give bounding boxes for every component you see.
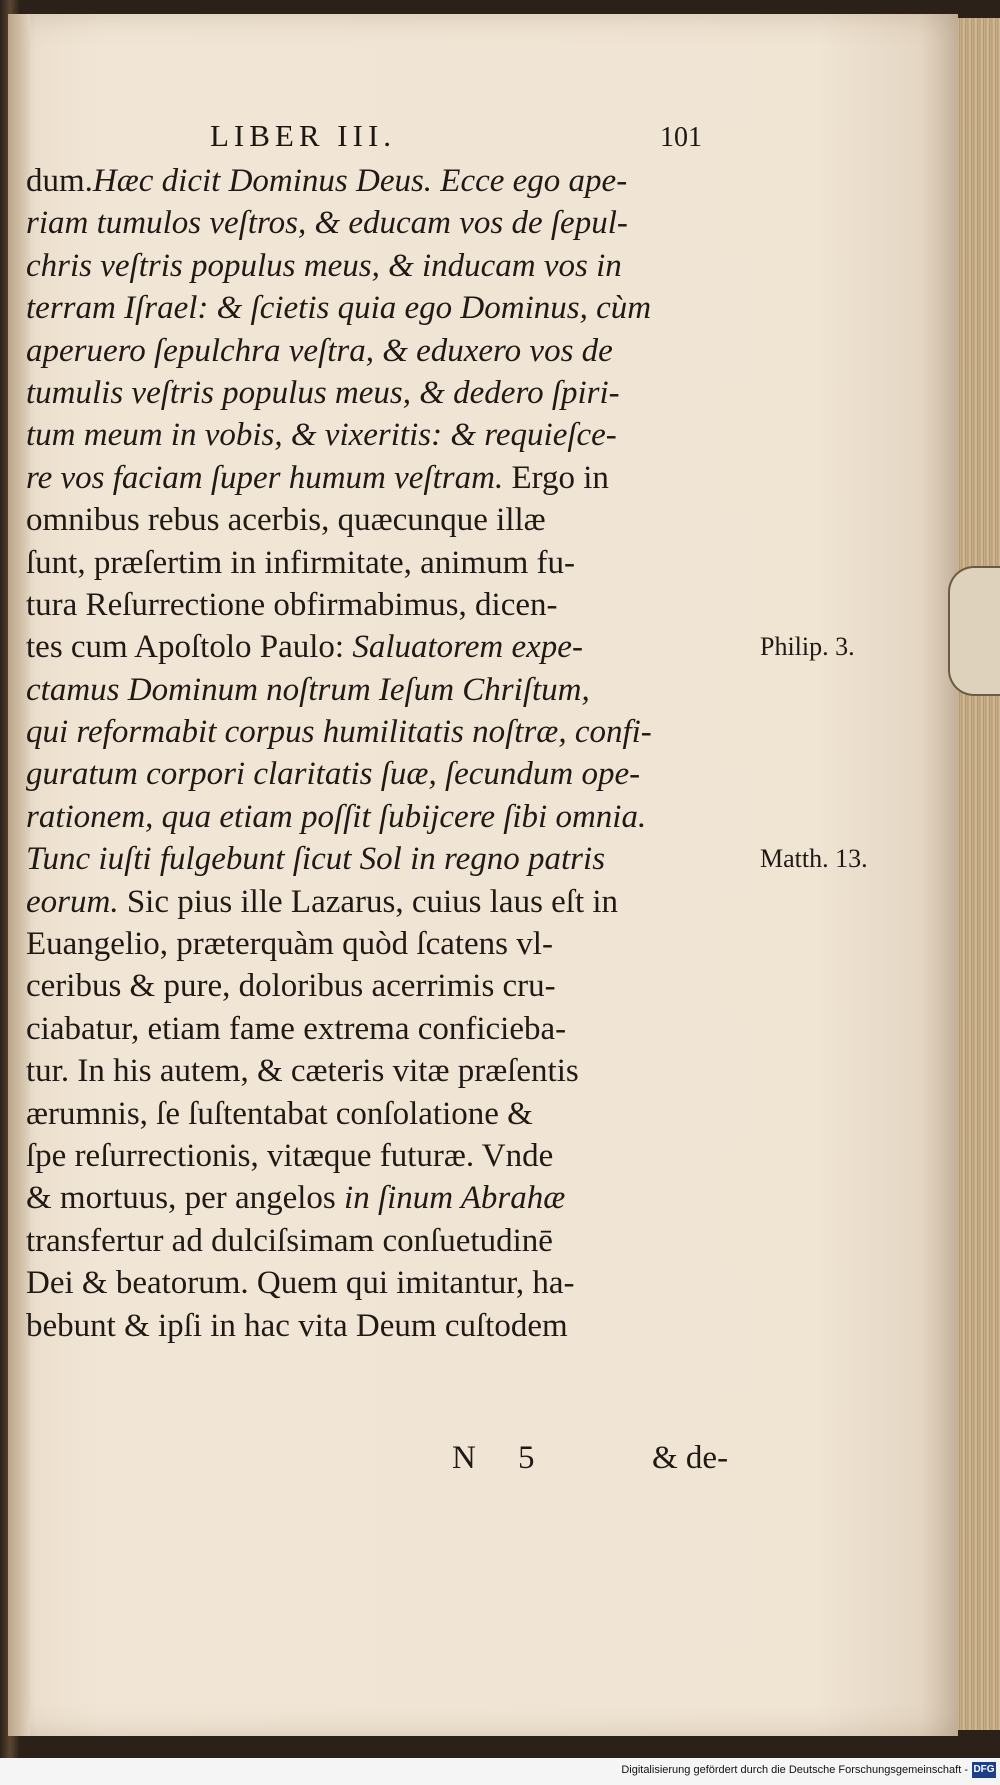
text-line [26, 414, 766, 456]
running-head: LIBER III. [210, 118, 397, 153]
text-line [26, 457, 766, 499]
roman-run: & mortuus, per angelos [26, 1180, 345, 1217]
italic-run: terram Iſrael: & ſcietis quia ego Dominus, cùm [26, 290, 652, 327]
dfg-logo: DFG [972, 1762, 996, 1778]
text-line [26, 1050, 766, 1092]
italic-run: re vos faciam ſuper humum veſtram. [26, 459, 504, 496]
italic-run: guratum corpori claritatis ſuæ, ſecundum ope- [26, 756, 641, 793]
body-text [26, 160, 766, 1347]
roman-run: Sic pius ille Lazarus, cuius laus eſt in [118, 883, 619, 920]
text-line [26, 796, 766, 838]
italic-run: qui reformabit corpus humilitatis noſtræ, confi- [26, 714, 652, 751]
catchword: & de- [652, 1440, 729, 1476]
text-line [26, 1135, 766, 1177]
roman-run: ærumnis, ſe ſuſtentabat conſolatione & [26, 1095, 533, 1132]
roman-run: tura Reſurrectione obfirmabimus, dicen- [26, 586, 558, 623]
italic-run: rationem, qua etiam poſſit ſubijcere ſibi omnia. [26, 798, 647, 835]
roman-run: Euangelio, præterquàm quòd ſcatens vl- [26, 926, 553, 963]
text-line [26, 881, 766, 923]
marginal-note: Matth. 13. [760, 844, 868, 874]
text-line [26, 372, 766, 414]
roman-run: ciabatur, etiam fame extrema conficieba- [26, 1010, 567, 1047]
text-line [26, 1008, 766, 1050]
page-header [210, 118, 750, 164]
text-line [26, 160, 766, 202]
funding-credit: Digitalisierung gefördert durch die Deutsche Forschungsgemeinschaft - [621, 1764, 968, 1776]
italic-run: chris veſtris populus meus, & inducam vos in [26, 247, 622, 284]
text-line [26, 1093, 766, 1135]
signature-leaf-number: 5 [518, 1440, 535, 1476]
text-line [26, 245, 766, 287]
text-line [26, 669, 766, 711]
roman-run: tes cum Apoſtolo Paulo: [26, 629, 353, 666]
digitization-footer [0, 1758, 1000, 1785]
text-line [26, 1177, 766, 1219]
text-line [26, 499, 766, 541]
italic-run: Saluatorem expe- [352, 629, 583, 666]
text-line [26, 1220, 766, 1262]
italic-run: tumulis veſtris populus meus, & dedero ſpiri- [26, 374, 620, 411]
roman-run: transfertur ad dulciſsimam conſuetudinē [26, 1222, 553, 1259]
signature-mark: N [452, 1440, 476, 1476]
text-line [26, 923, 766, 965]
marginal-note: Philip. 3. [760, 632, 855, 662]
text-line [26, 1262, 766, 1304]
page-tab-marker [948, 566, 1000, 696]
italic-run: Tunc iuſti fulgebunt ſicut Sol in regno patris [26, 841, 606, 878]
text-line [26, 287, 766, 329]
italic-run: aperuero ſepulchra veſtra, & eduxero vos de [26, 332, 613, 369]
roman-run: ceribus & pure, doloribus acerrimis cru- [26, 968, 556, 1005]
text-line [26, 584, 766, 626]
roman-run: ſpe reſurrectionis, vitæque futuræ. Vnde [26, 1137, 554, 1174]
italic-run: riam tumulos veſtros, & educam vos de ſepul- [26, 205, 628, 242]
italic-run: in ſinum Abrahæ [344, 1180, 566, 1217]
page-signature-line [452, 1440, 772, 1486]
roman-run: tur. In his autem, & cæteris vitæ præſentis [26, 1053, 579, 1090]
roman-run: Dei & beatorum. Quem qui imitantur, ha- [26, 1265, 575, 1302]
page-number: 101 [660, 122, 702, 153]
text-line [26, 838, 766, 880]
text-line [26, 1305, 766, 1347]
text-line [26, 542, 766, 584]
roman-run: omnibus rebus acerbis, quæcunque illæ [26, 502, 546, 539]
text-line [26, 626, 766, 668]
text-line [26, 965, 766, 1007]
italic-run: tum meum in vobis, & vixeritis: & requieſce- [26, 417, 617, 454]
italic-run: Hæc dicit Dominus Deus. Ecce ego ape- [92, 163, 628, 199]
text-line [26, 330, 766, 372]
roman-run: bebunt & ipſi in hac vita Deum cuſtodem [26, 1307, 568, 1344]
roman-run: Ergo in [503, 459, 609, 496]
roman-run: dum. [26, 163, 93, 199]
text-line [26, 202, 766, 244]
text-line [26, 711, 766, 753]
roman-run: ſunt, præſertim in infirmitate, animum fu- [26, 544, 575, 581]
text-line [26, 753, 766, 795]
italic-run: eorum. [26, 883, 119, 920]
italic-run: ctamus Dominum noſtrum Ieſum Chriſtum, [26, 671, 590, 708]
